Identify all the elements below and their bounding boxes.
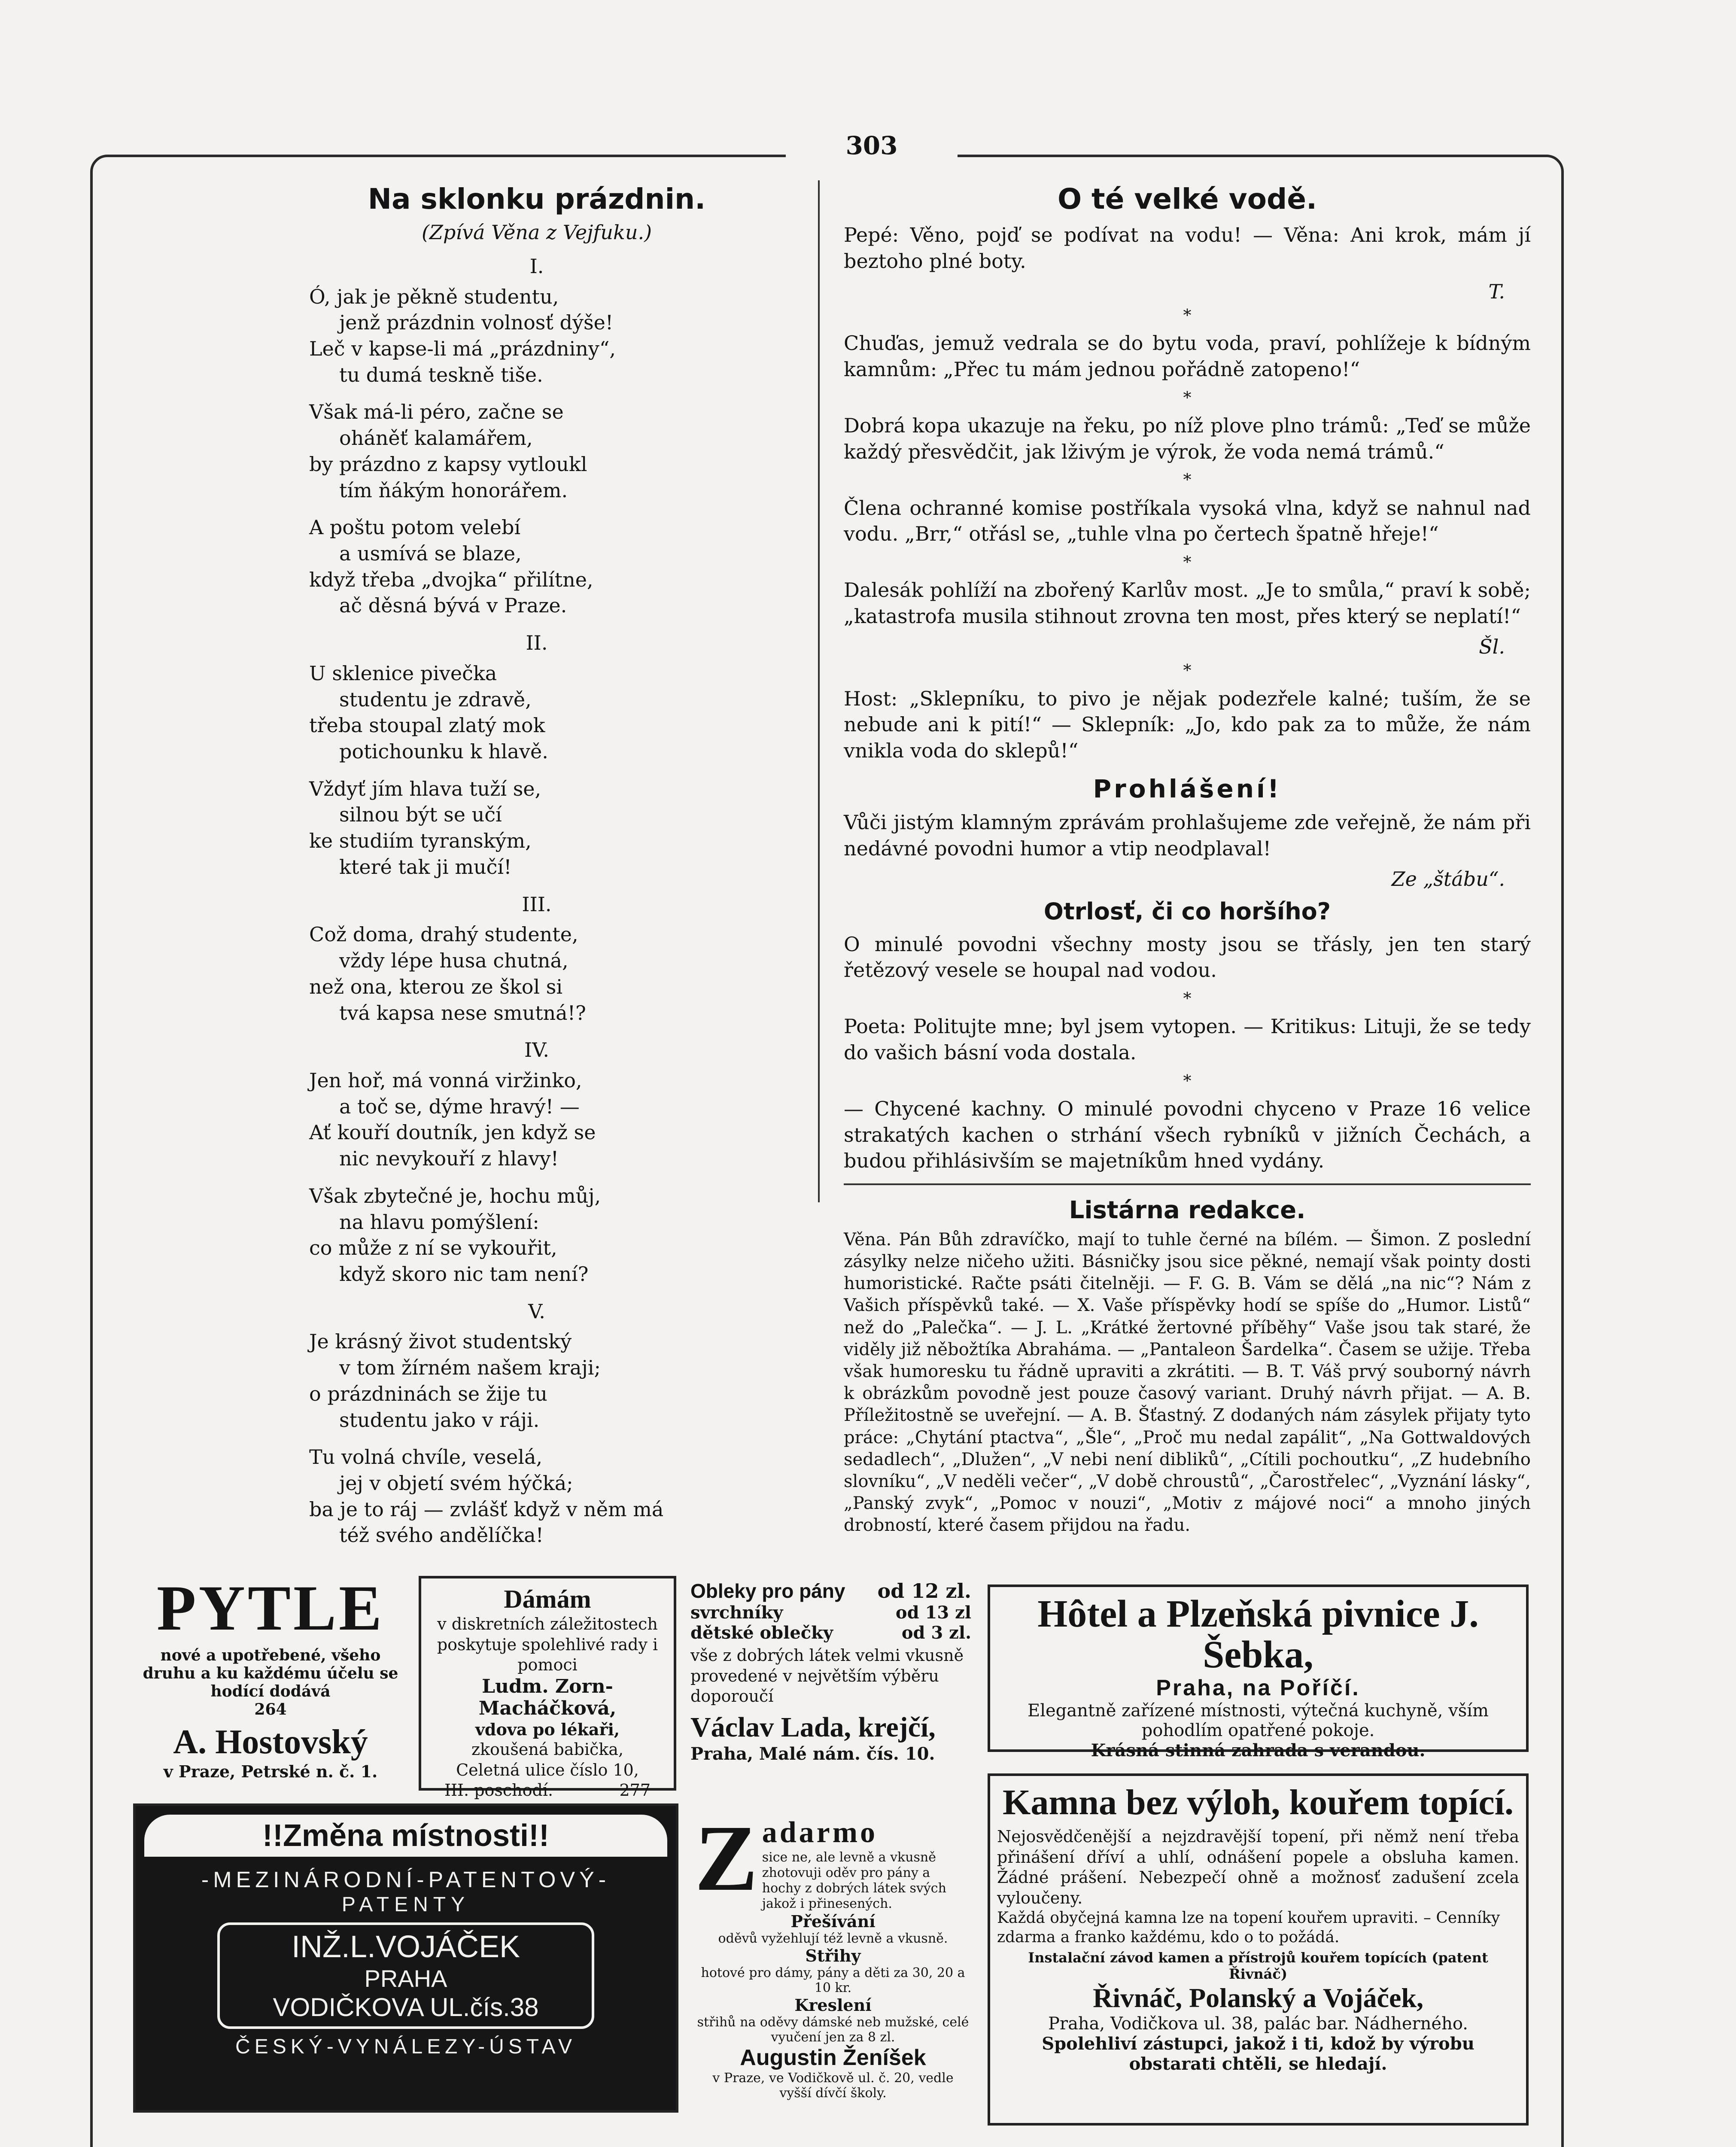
ad-hotel [988,1584,1529,1761]
pytle-num: 264 [254,1700,287,1718]
obleky-p2: od 13 zl [895,1603,971,1623]
humor-item: Dalesák pohlíží na zbořený Karlův most. „Je to smůla,“ praví k sobě; „katastrofa musila stihnout zrovna ten most, přes který se neplatí!“ [844,578,1531,628]
poem-line: ke studiím tyranským, [309,829,532,853]
poem-line: tvá kapsa nese smutná!? [339,1001,586,1025]
poem-line: potichounku k hlavě. [339,740,548,763]
ad-pytle [133,1572,408,1795]
kamna-footer: Spolehliví zástupci, jakož i ti, kdož by výrobu obstarati chtěli, se hledají. [1042,2034,1475,2074]
poem-line: ač děsná bývá v Praze. [339,594,567,617]
section-number: II. [526,631,548,655]
poeta-text: Poeta: Politujte mne; byl jsem vytopen. — Kritikus: Lituji, že se tedy do vašich básní voda dostala. [844,1015,1531,1064]
poem-line: silnou být se učí [339,803,502,827]
ad-zadarmo [691,1806,975,2121]
humor-item-signature: Šl. [1479,635,1505,658]
poem-line: tu dumá teskně tiše. [339,363,543,386]
poem-line: které tak ji mučí! [339,855,512,879]
poem-line: Leč v kapse-li má „prázdniny“, [309,337,616,360]
poem-line: Což doma, drahý studente, [309,923,578,946]
prohlaseni-text: Vůči jistým klamným zprávám prohlašujeme zde veřejně, že nám při nedávné povodni humor a vtip neodplaval! [844,811,1531,860]
separator-star: * [1183,388,1192,407]
poem-line: na hlavu pomýšlení: [339,1210,539,1234]
damam-name: Ludm. Zorn-Macháčková, [478,1675,617,1719]
otrlost-title: Otrlosť, či co horšího? [1043,898,1331,925]
kamna-text: Nejosvědčenější a nejzdravější topení, při němž není třeba přinášení dříví a uhlí, odnášení popele a obsluha kamen. Žádné prášení. Nebezpečí ohně a možnosť zadušení zcela vyloučeny. [997,1827,1519,1907]
zadarmo-text: sice ne, ale levně a vkusně zhotovuji oděv pro pány a hochy z dobrých látek svých jakož i přinesených. [762,1850,946,1911]
hotel-title: Hôtel a Plzeňská pivnice J. Šebka, [1037,1593,1479,1676]
damam-title: Dámám [504,1585,591,1613]
poem-line: nic nevykouří z hlavy! [339,1147,559,1171]
zadarmo-s2-text: hotové pro dámy, pány a děti za 30, 20 a 10 kr. [701,1965,965,1995]
obleky-l3: dětské oblečky [690,1623,833,1643]
poem-line: U sklenice pivečka [309,661,497,685]
separator-star: * [1183,306,1192,325]
poem-line: jej v objetí svém hýčká; [339,1472,573,1495]
humor-item: Dobrá kopa ukazuje na řeku, po níž plove plno trámů: „Teď se může každý přesvědčit, jak lživým je výrok, že voda nemá trámů.“ [844,414,1531,463]
listarna-text: Věna. Pán Bůh zdravíčko, mají to tuhle černé na bílém. — Šimon. Z poslední zásylky nelze ničeho užiti. Básničky jsou sice pěkné, nemají však pointy dosti humoristické. Račte psáti čitelněji. — F. G. B. Vám se dělá „na nic“? Nám z Vašich příspěvků také. — X. Vaše příspěvky hodí se spíše do „Humor. Listů“ než do „Palečka“. — J. L. „Krátké žertovné příběhy“ Vaše jsou tak staré, že viděly již něbožtíka Abraháma. — „Pantaleon Šardelka“. Časem se užije. Třeba však humoresku tu řádně upraviti a zkrátiti. — B. T. Váš prvý souborný návrh k obrázkům povodně jest pouze časový variant. Druhý návrh přijat. — A. B. Příležitostně se uveřejní. — A. B. Šťastný. Z dodaných nám zásylek přijaty tyto práce: „Chytání ptactva“, „Šle“, „Proč mu nedal zapálit“, „Na Gottwaldových sedadlech“, „Dlužen“, „V nebi není dibliků“, „Cítili pochoutku“, „Z hudebního slovníku“, „V neděli večer“, „V době chroustů“, „Čarostřelec“, „Vyznání lásky“, „Panský zvyk“, „Pomoc v nouzi“, „Motiv z májové noci“ a mnoho jiných drobností, které časem přijdou na řadu. [844,1229,1531,1536]
zmena-address: VODIČKOVA UL.čís.38 [273,1993,539,2022]
damam-address: Celetná ulice číslo 10, [456,1760,639,1779]
humor-column [844,180,1531,1537]
poem-line: co může z ní se vykouřit, [309,1236,557,1260]
zadarmo-s3: Kreslení [794,1995,872,2015]
zadarmo-letter: Z [695,1806,758,1910]
poem-line: též svého andělíčka! [339,1524,544,1547]
kamna-install: Instalační závod kamen a přístrojů kouřem topících (patent Řivnáč) [1028,1949,1488,1983]
zadarmo-s1: Přešívání [790,1912,876,1931]
zmena-ring-top: -MEZINÁRODNÍ-PATENTOVÝ- [201,1867,611,1892]
hotel-city: Praha, na Poříčí. [1156,1676,1360,1700]
section-number: III. [522,892,552,916]
stanza [309,1067,794,1172]
obleky-address: Praha, Malé nám. čís. 10. [690,1743,935,1764]
damam-num: 277 [619,1781,651,1800]
zadarmo-name: Augustin Ženíšek [740,2045,926,2070]
poem-line: Však zbytečné je, hochu můj, [309,1184,601,1207]
stanza [309,1183,794,1287]
ad-damam [419,1576,676,1800]
damam-role: vdova po lékaři, [475,1719,620,1739]
column-divider [818,180,820,1202]
humor-items [844,222,1531,764]
kamna-text2: Každá obyčejná kamna lze na topení kouřem upraviti. – Cenníky zdarma a franko každému, kdo o to požádá. [997,1909,1500,1946]
zmena-title: !!Změna místnosti!! [144,1815,667,1857]
right-title: O té velké vodě. [1057,182,1317,216]
stanza [309,921,794,1026]
stanza [309,514,794,619]
poem-line: Ať kouří doutník, jen když se [309,1121,596,1144]
zmena-ring-mid: PATENTY [341,1893,470,1916]
kamna-title: Kamna bez výloh, kouřem topící. [1003,1782,1514,1822]
page-number: 303 [786,131,958,160]
poem-line: oháněť kalamářem, [339,426,533,450]
poem-line: když třeba „dvojka“ přilítne, [309,568,593,591]
poem-column [279,180,794,1560]
kamna-address: Praha, Vodičkova ul. 38, palác bar. Nádherného. [1048,2014,1468,2034]
zmena-name: INŽ.L.VOJÁČEK [291,1930,520,1964]
zmena-ring-bottom: ČESKÝ-VYNÁLEZY-ÚSTAV [235,2035,576,2058]
poem-line: o prázdninách se žije tu [309,1382,547,1405]
poem-line: vždy lépe husa chutná, [339,949,569,973]
zadarmo-s1-text: oděvů vyžehlují též levně a vkusně. [718,1931,948,1946]
stanza [309,1444,794,1548]
poem-line: studentu je zdravě, [339,687,532,711]
poem-line: by prázdno z kapsy vytloukl [309,452,587,476]
poem-line: jenž prázdnin volnosť dýše! [339,311,614,335]
ad-kamna [988,1773,1529,2126]
section-number: IV. [524,1038,549,1062]
pytle-address: v Praze, Petrské n. č. 1. [163,1762,378,1781]
poem-line: třeba stoupal zlatý mok [309,714,545,737]
section-number: I. [529,254,544,278]
ad-zmena [133,1803,678,2113]
poem-line: a usmívá se blaze, [339,542,522,566]
poem-line: Je krásný život studentský [309,1330,572,1353]
stanza [309,1329,794,1433]
poem-line: A poštu potom velebí [309,516,521,539]
stanza [309,284,794,388]
poem-line: v tom žírném našem kraji; [339,1356,601,1380]
humor-item-signature: T. [1488,280,1505,303]
hotel-garden: Krásná stinná zahrada s verandou. [1091,1740,1426,1761]
pytle-name: A. Hostovský [173,1723,368,1761]
pytle-text: nové a upotřebené, všeho druhu a ku každému účelu se hodící dodává [143,1646,398,1700]
separator-star: * [1183,470,1192,490]
obleky-p1: od 12 zl. [877,1579,971,1603]
stanza [309,776,794,880]
zmena-city: PRAHA [364,1965,447,1992]
kachny-text: — Chycené kachny. O minulé povodni chyceno v Praze 16 velice strakatých kachen o strhání všech rybníků v jižních Čechách, a budou přihlásivším se majetníkům hned vydány. [844,1097,1531,1173]
kamna-name: Řivnáč, Polanský a Vojáček, [1093,1983,1423,2013]
ad-obleky [687,1576,975,1799]
poem-body [279,253,794,1548]
poem-line: Tu volná chvíle, veselá, [309,1445,543,1469]
listarna-title: Listárna redakce. [1069,1196,1306,1224]
damam-role2: zkoušená babička, [471,1740,624,1759]
poem-line: Však má-li péro, začne se [309,400,564,424]
zadarmo-title: adarmo [762,1816,878,1849]
obleky-l2: svrchníky [690,1603,783,1623]
pytle-title: PYTLE [156,1572,385,1644]
damam-text: v diskretních záležitostech poskytuje spolehlivé rady i pomoci [437,1615,658,1674]
separator-star: * [1183,553,1192,572]
stanza [309,399,794,503]
zadarmo-s2: Střihy [805,1946,861,1965]
humor-item: Pepé: Věno, pojď se podívat na vodu! — Věna: Ani krok, mám jí beztoho plné boty. [844,223,1531,273]
prohlaseni-title: Prohlášení! [1093,774,1282,803]
zadarmo-s3-text: střihů na oděvy dámské neb mužské, celé vyučení jen za 8 zl. [697,2015,969,2045]
divider [844,1183,1531,1185]
poem-title: Na sklonku prázdnin. [368,182,706,216]
section-number: V. [528,1299,545,1323]
humor-item: Host: „Sklepníku, to pivo je nějak podezřele kalné; tuším, že se nebude ani k pití!“ — Sklepník: „Jo, kdo pak za to může, že nám vnikla voda do sklepů!“ [844,687,1531,762]
prohlaseni-signature: Ze „štábu“. [1391,867,1505,891]
poem-line: než ona, kterou ze škol si [309,975,563,998]
poem-subtitle: (Zpívá Věna z Vejfuku.) [421,221,652,244]
poem-line: Jen hoř, má vonná viržinko, [309,1068,582,1092]
humor-item: Člena ochranné komise postříkala vysoká vlna, když se nahnul nad vodu. „Brr,“ otřásl se, „tuhle vlna po čertech špatně hřeje!“ [844,496,1531,546]
separator-star: * [1183,661,1192,680]
separator-star: * [1183,1071,1192,1090]
poem-line: a toč se, dýme hravý! — [339,1095,580,1118]
obleky-name: Václav Lada, krejčí, [690,1711,936,1743]
otrlost-text: O minulé povodni všechny mosty jsou se třásly, jen ten starý řetězový vesele se houpal nad vodou. [844,932,1531,982]
poem-line: ba je to ráj — zvlášť když v něm má [309,1497,664,1521]
poem-line: Ó, jak je pěkně studentu, [309,285,559,308]
zadarmo-address: v Praze, ve Vodičkově ul. č. 20, vedle vyšší dívčí školy. [712,2071,954,2101]
hotel-text: Elegantně zařízené místnosti, výtečná kuchyně, vším pohodlím opatřené pokoje. [1028,1701,1489,1740]
poem-line: Vždyť jím hlava tuží se, [309,777,541,800]
poem-line: když skoro nic tam není? [339,1262,589,1286]
obleky-text: vše z dobrých látek velmi vkusně provedené v největším výběru doporoučí [690,1646,964,1706]
stanza [309,660,794,765]
separator-star: * [1183,989,1192,1008]
obleky-l1: Obleky pro pány [690,1580,845,1602]
humor-item: Chuďas, jemuž vedrala se do bytu voda, praví, pohlížeje k bídným kamnům: „Přec tu mám jednou pořádně zatopeno!“ [844,331,1531,381]
poem-line: studentu jako v ráji. [339,1408,540,1432]
damam-floor: III. poschodí. [444,1781,553,1800]
poem-line: tím ňákým honorářem. [339,478,568,502]
obleky-p3: od 3 zl. [901,1623,971,1643]
